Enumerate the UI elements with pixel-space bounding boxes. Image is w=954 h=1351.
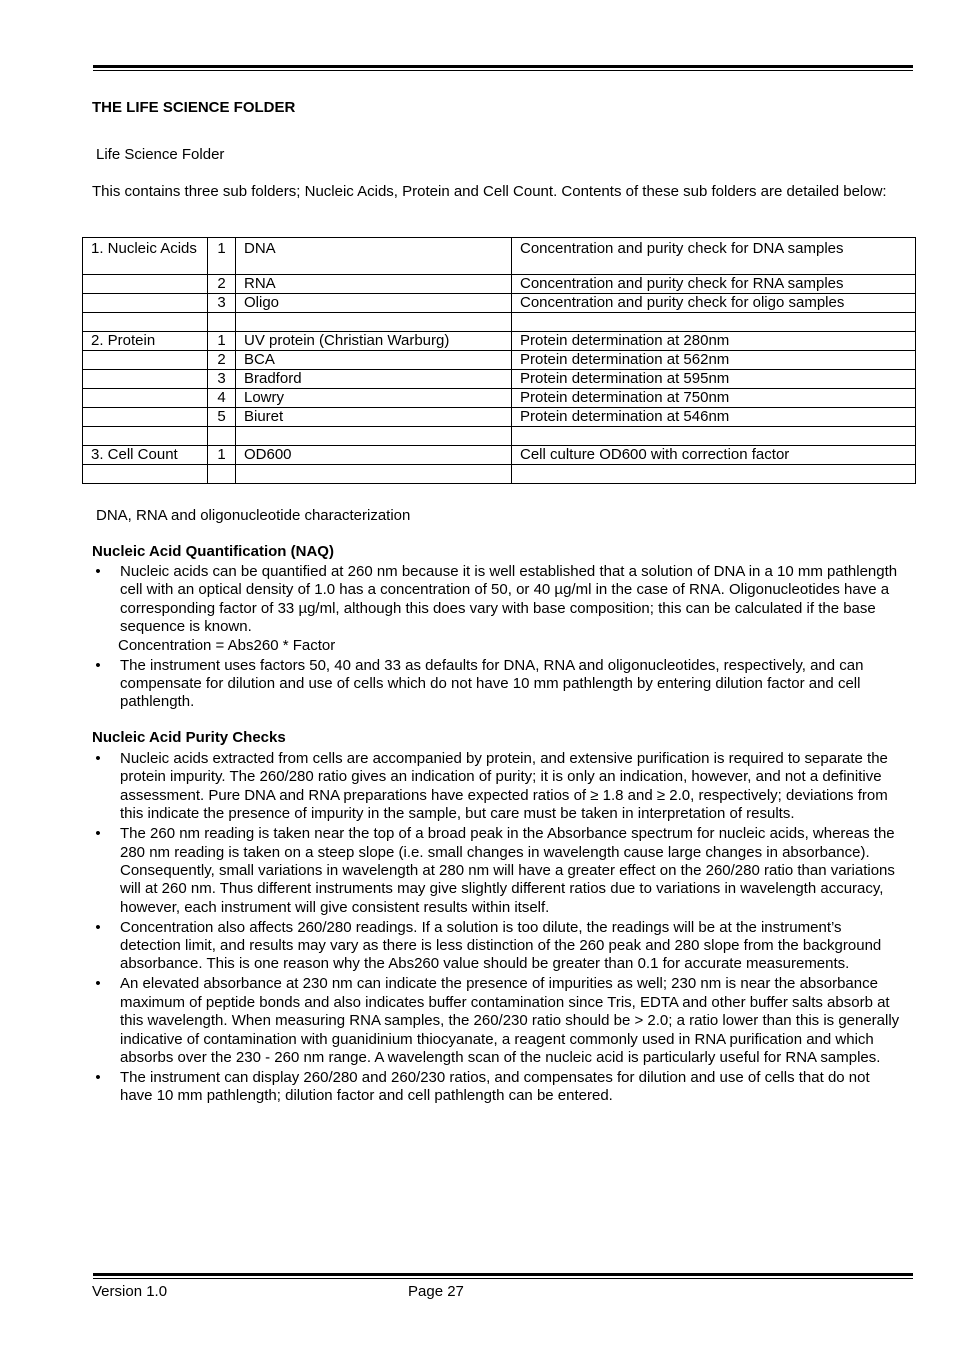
footer-version: Version 1.0	[92, 1283, 168, 1300]
purity-heading: Nucleic Acid Purity Checks	[92, 729, 286, 746]
description-cell: Cell culture OD600 with correction factor	[512, 446, 916, 465]
group-cell: 1. Nucleic Acids	[83, 238, 208, 275]
naq-bullet-list	[92, 563, 904, 713]
item-cell	[236, 465, 512, 484]
item-cell: OD600	[236, 446, 512, 465]
description-cell	[512, 465, 916, 484]
description-cell	[512, 313, 916, 332]
group-cell	[83, 313, 208, 332]
intro-paragraph: This contains three sub folders; Nucleic Acids, Protein and Cell Count. Contents of these sub folders are detailed below:	[92, 183, 887, 200]
description-cell: Protein determination at 595nm	[512, 370, 916, 389]
number-cell: 2	[208, 351, 236, 370]
bullet-icon: •	[95, 750, 101, 767]
item-cell: RNA	[236, 275, 512, 294]
bullet-icon: •	[95, 656, 101, 674]
bullet-text: Nucleic acids can be quantified at 260 nm because it is well established that a solution of DNA in a 10 mm pathlength cell with an optical density of 1.0 has a concentration of 50, or 40 µg/ml in the case of RNA. Oligonucleotides have a corresponding factor of 33 µg/ml, although this does vary with base composition; this can be calculated if the base sequence is known.	[120, 563, 898, 636]
item-cell: UV protein (Christian Warburg)	[236, 332, 512, 351]
table-row	[83, 389, 916, 408]
bullet-text: Concentration also affects 260/280 readings. If a solution is too dilute, the readings will be at the instrument’s detection limit, and results may vary as there is less distinction of the 260 peak and 280 slope from the background absorbance. This is one reason why the Abs260 value should be greater than 0.1 for accurate measurements.	[120, 918, 882, 973]
list-item	[92, 750, 904, 824]
number-cell: 3	[208, 294, 236, 313]
group-cell	[83, 351, 208, 370]
number-cell: 1	[208, 446, 236, 465]
bullet-icon: •	[95, 975, 101, 993]
table-row	[83, 370, 916, 389]
item-cell: Lowry	[236, 389, 512, 408]
table-row	[83, 238, 916, 275]
table-row	[83, 446, 916, 465]
table-row	[83, 313, 916, 332]
bullet-text: An elevated absorbance at 230 nm can indicate the presence of impurities as well; 230 nm is near the absorbance maximum of peptide bonds and also indicates buffer contamination since Tris, EDTA and other buffer salts absorb at this wavelength. When measuring RNA samples, the 260/230 ratio should be > 2.0; a ratio lower than this is generally indicative of contamination with guanidinium thiocyanate, a reagent commonly used in RNA purification and which absorbs over the 230 - 260 nm range. A wavelength scan of the nucleic acid is particularly useful for RNA samples.	[120, 975, 900, 1066]
item-cell: BCA	[236, 351, 512, 370]
description-cell	[512, 427, 916, 446]
list-item	[92, 1069, 904, 1106]
item-cell: Bradford	[236, 370, 512, 389]
number-cell: 4	[208, 389, 236, 408]
group-cell	[83, 427, 208, 446]
header-rule	[93, 65, 913, 71]
folder-name: Life Science Folder	[96, 146, 225, 163]
table-row	[83, 408, 916, 427]
purity-bullet-list	[92, 750, 904, 1107]
table-row	[83, 332, 916, 351]
number-cell: 2	[208, 275, 236, 294]
section-title: DNA, RNA and oligonucleotide characterization	[96, 507, 411, 524]
number-cell	[208, 427, 236, 446]
description-cell: Protein determination at 546nm	[512, 408, 916, 427]
bullet-icon: •	[95, 1068, 101, 1086]
table-row	[83, 351, 916, 370]
page-title: THE LIFE SCIENCE FOLDER	[92, 99, 296, 116]
number-cell: 1	[208, 332, 236, 351]
table-row	[83, 294, 916, 313]
page-number: Page 27	[408, 1283, 464, 1300]
description-cell: Protein determination at 562nm	[512, 351, 916, 370]
group-cell	[83, 389, 208, 408]
description-cell: Concentration and purity check for RNA samples	[512, 275, 916, 294]
number-cell	[208, 313, 236, 332]
item-cell: Oligo	[236, 294, 512, 313]
bullet-icon: •	[95, 825, 101, 843]
group-cell: 2. Protein	[83, 332, 208, 351]
bullet-icon: •	[95, 563, 101, 580]
number-cell: 3	[208, 370, 236, 389]
table-row	[83, 275, 916, 294]
bullet-icon: •	[95, 918, 101, 936]
group-cell	[83, 370, 208, 389]
item-cell	[236, 313, 512, 332]
list-item	[92, 919, 904, 974]
list-item	[92, 563, 904, 655]
description-cell: Concentration and purity check for DNA samples	[512, 238, 916, 275]
group-cell	[83, 465, 208, 484]
group-cell: 3. Cell Count	[83, 446, 208, 465]
formula: Concentration = Abs260 * Factor	[118, 636, 336, 654]
bullet-text: The instrument can display 260/280 and 260/230 ratios, and compensates for dilution and use of cells that do not have 10 mm pathlength; dilution factor and cell pathlength can be entered.	[120, 1068, 870, 1105]
bullet-text: The instrument uses factors 50, 40 and 33 as defaults for DNA, RNA and oligonucleotides, respectively, and can compensate for dilution and use of cells which do not have 10 mm pathlength by entering dilution factor and cell pathlength.	[120, 656, 864, 711]
description-cell: Protein determination at 750nm	[512, 389, 916, 408]
description-cell: Protein determination at 280nm	[512, 332, 916, 351]
list-item	[92, 657, 904, 712]
description-cell: Concentration and purity check for oligo samples	[512, 294, 916, 313]
table-row	[83, 427, 916, 446]
table-row	[83, 465, 916, 484]
group-cell	[83, 408, 208, 427]
item-cell: Biuret	[236, 408, 512, 427]
item-cell: DNA	[236, 238, 512, 275]
footer-rule	[93, 1273, 913, 1279]
number-cell: 1	[208, 238, 236, 275]
bullet-text: Nucleic acids extracted from cells are accompanied by protein, and extensive purification is required to separate the protein impurity. The 260/280 ratio gives an indication of purity; it is only an indication, however, and not a definitive assessment. Pure DNA and RNA preparations have expected ratios of ≥ 1.8 and ≥ 2.0, respectively; deviations from this indicate the presence of impurity in the sample, but care must be taken in interpretation of results.	[120, 750, 888, 823]
list-item	[92, 825, 904, 917]
naq-heading: Nucleic Acid Quantification (NAQ)	[92, 543, 334, 560]
number-cell: 5	[208, 408, 236, 427]
group-cell	[83, 275, 208, 294]
number-cell	[208, 465, 236, 484]
item-cell	[236, 427, 512, 446]
bullet-text: The 260 nm reading is taken near the top of a broad peak in the Absorbance spectrum for nucleic acids, whereas the 280 nm reading is taken on a steep slope (i.e. small changes in wavelength cause large changes in absorbance). Consequently, small variations in wavelength at 280 nm will have a greater effect on the 260/280 ratio than variations will at 260 nm. Thus different instruments may give slightly different ratios due to variations in wavelength accuracy, however, each instrument will give consistent results within itself.	[120, 825, 895, 916]
group-cell	[83, 294, 208, 313]
list-item	[92, 975, 904, 1067]
folder-contents-table	[82, 237, 916, 484]
